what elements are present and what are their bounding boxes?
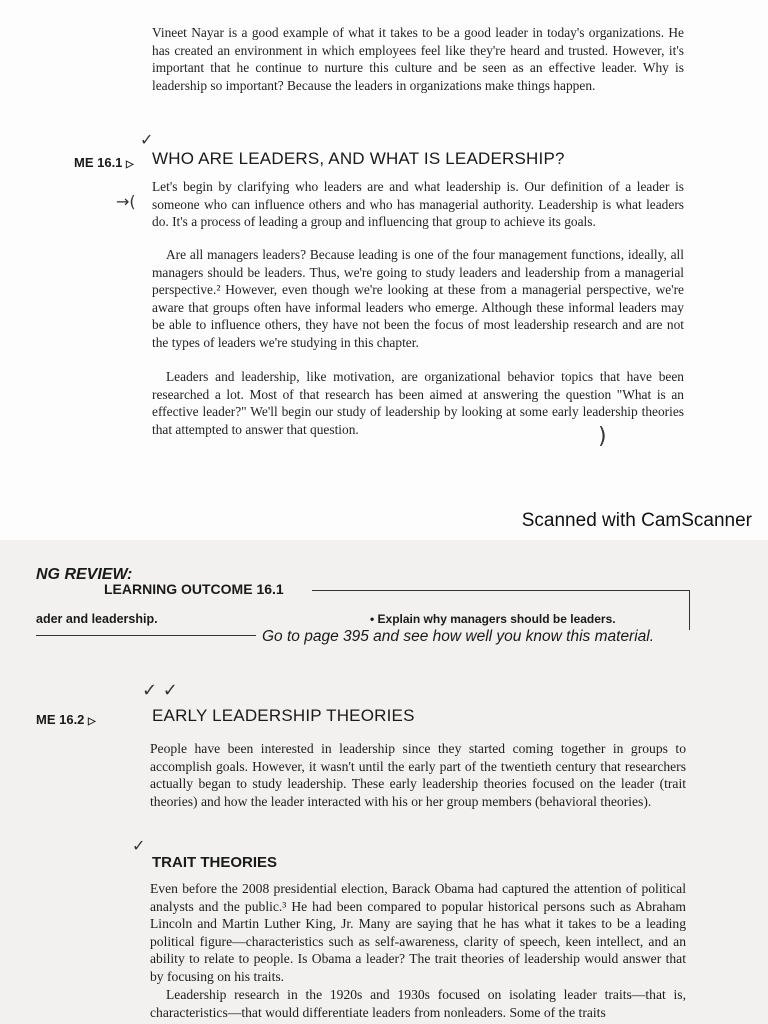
go-to-page-link[interactable]: Go to page 395 and see how well you know this material. <box>262 628 655 645</box>
triangle-marker-icon: ▷ <box>126 159 134 170</box>
handwritten-bracket-icon: ) <box>598 424 607 449</box>
subheading-trait-theories: TRAIT THEORIES <box>152 854 278 871</box>
scanner-watermark: Scanned with CamScanner <box>521 510 752 531</box>
review-label: NG REVIEW: <box>36 566 133 583</box>
review-box-top-line <box>312 590 690 591</box>
section-marker: ME 16.1 ▷ <box>74 155 134 170</box>
paragraph-managers-leaders: Are all managers leaders? Because leading is one of the four management functions, ideally, all managers should be leaders. Thus, we're going to study leaders and leadership from a managerial perspective.² However, even though we're looking at these from a managerial perspective, we're aware that groups often have informal leaders who emerge. Although these informal leaders may be able to influence others, they have not been the focus of most leadership research and are not the types of leaders we're studying in this chapter. <box>152 247 684 350</box>
review-separator-line <box>36 635 256 636</box>
review-box-right-line <box>689 590 690 630</box>
paragraph-early-theories: People have been interested in leadership since they started coming together in groups to accomplish goals. However, it wasn't until the early part of the twentieth century that researchers actually began to study leadership. These early leadership theories focused on the leader (trait theories) and how the leader interacted with his or her group members (behavioral theories). <box>150 741 686 809</box>
paragraph-definition: Let's begin by clarifying who leaders are and what leadership is. Our definition of a leader is someone who can influence others and who has managerial authority. Leadership is what leaders do. It's a process of leading a group and influencing that group to achieve its goals. <box>152 179 684 229</box>
scanned-page-bottom <box>0 540 768 1024</box>
section-title: WHO ARE LEADERS, AND WHAT IS LEADERSHIP? <box>152 149 565 168</box>
handwritten-check-icon: ✓ <box>140 130 154 149</box>
learning-outcome-label: LEARNING OUTCOME 16.1 <box>104 581 284 597</box>
paragraph-leadership-research: Leaders and leadership, like motivation, are organizational behavior topics that have been researched a lot. Most of that research has been aimed at answering the question "What is an effective leader?" We'll begin our study of leadership by looking at some early leadership theories that attempted to answer that question. <box>152 369 684 437</box>
paragraph-obama: Even before the 2008 presidential election, Barack Obama had captured the attention of political analysts and the public.³ He had been compared to popular historical persons such as Abraham Lincoln and Martin Luther King, Jr. Many are saying that he has what it takes to be a leading political figure—characteristics such as self-awareness, clarity of speech, keen intellect, and an ability to relate to people. Is Obama a leader? The trait theories of leadership would answer that by focusing on his traits. <box>150 881 686 984</box>
section-title-2: EARLY LEADERSHIP THEORIES <box>152 706 415 725</box>
handwritten-arrow-icon: →( <box>116 192 136 211</box>
paragraph-trait-research: Leadership research in the 1920s and 1930s focused on isolating leader traits—that is, characteristics—that would differentiate leaders from nonleaders. Some of the traits <box>150 987 686 1020</box>
section-marker-2: ME 16.2 ▷ <box>36 712 96 727</box>
handwritten-check-icon: ✓ <box>132 836 146 855</box>
handwritten-check-icon: ✓ ✓ <box>142 680 178 701</box>
review-left-item: ader and leadership. <box>36 612 158 626</box>
intro-paragraph: Vineet Nayar is a good example of what it takes to be a good leader in today's organizations. He has created an environment in which employees feel like they're heard and trusted. However, it's important that he continue to nurture this culture and be seen as an effective leader. Why is leadership so important? Because the leaders in organizations make things happen. <box>152 25 684 93</box>
triangle-marker-icon: ▷ <box>88 716 96 727</box>
review-bullet-item: • Explain why managers should be leaders. <box>370 612 616 626</box>
